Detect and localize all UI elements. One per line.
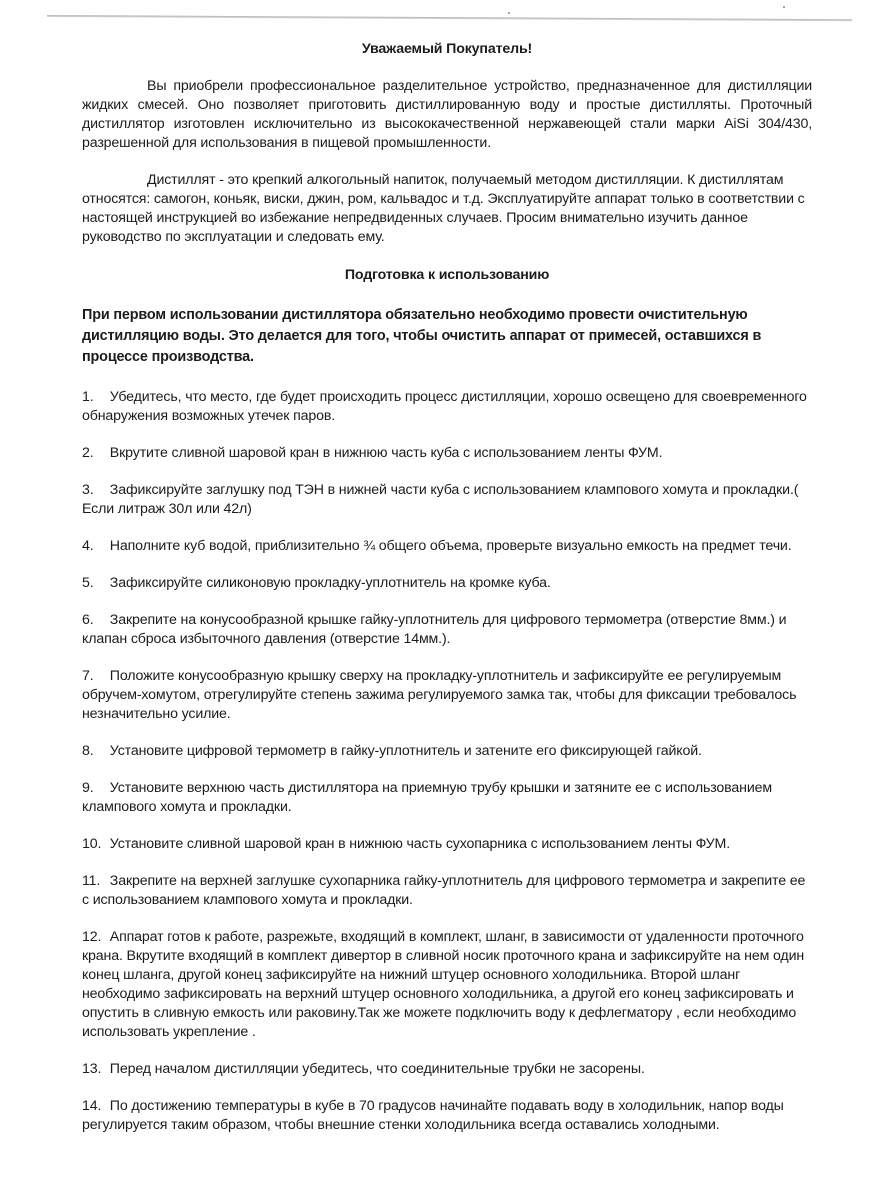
step-number: 1. xyxy=(82,389,94,405)
step-item xyxy=(82,537,812,556)
step-text: Наполните куб водой, приблизительно ¾ общего объема, проверьте визуально емкость на предмет течи. xyxy=(109,538,792,554)
step-text: Положите конусообразную крышку сверху на прокладку-уплотнитель и зафиксируйте ее регулируемым обручем-хомутом, отрегулируйте степень зажима регулируемого замка так, чтобы для фиксации требовалось незначительно усилие. xyxy=(82,668,797,722)
step-item xyxy=(82,779,812,817)
step-text: Установите сливной шаровой кран в нижнюю часть сухопарника с использованием ленты ФУМ. xyxy=(109,836,730,852)
step-number: 14. xyxy=(82,1098,102,1114)
step-text: Убедитесь, что место, где будет происходить процесс дистилляции, хорошо освещено для своевременного обнаружения возможных утечек паров. xyxy=(82,389,807,424)
step-item xyxy=(82,481,812,519)
scan-top-edge-line xyxy=(47,15,852,21)
step-item xyxy=(82,928,812,1042)
first-use-note: При первом использовании дистиллятора обязательно необходимо провести очистительную дистилляцию воды. Это делается для того, чтобы очистить аппарат от примесей, оставшихся в процессе производства. xyxy=(82,307,762,365)
step-item xyxy=(82,872,812,910)
step-number: 13. xyxy=(82,1061,102,1077)
greeting-heading: Уважаемый Покупатель! xyxy=(361,41,533,57)
step-number: 4. xyxy=(82,538,94,554)
step-text: Закрепите на конусообразной крышке гайку-уплотнитель для цифрового термометра (отверстие 8мм.) и клапан сброса избыточного давления (отверстие 14мм.). xyxy=(82,612,787,647)
section-title: Подготовка к использованию xyxy=(344,267,550,283)
step-number: 9. xyxy=(82,780,94,796)
step-text: По достижению температуры в кубе в 70 градусов начинайте подавать воду в холодильник, напор воды регулируется таким образом, чтобы внешние стенки холодильника всегда оставались холодными. xyxy=(82,1098,784,1133)
step-text: Аппарат готов к работе, разрежьте, входящий в комплект, шланг, в зависимости от удаленности проточного крана. Вкрутите входящий в комплект дивертор в сливной носик проточного крана и зафиксируйте на нем один конец шланга, другой конец зафиксируйте на нижний штуцер основного холодильника. Второй шланг необходимо зафиксировать на верхний штуцер основного холодильника, а другой его конец зафиксировать и опустить в сливную емкость или раковину.Так же можете подключить воду к дефлегматору , если необходимо использовать укрепление . xyxy=(82,929,805,1040)
step-number: 11. xyxy=(82,873,101,889)
scan-speck xyxy=(783,6,785,8)
step-number: 2. xyxy=(82,445,94,461)
step-text: Зафиксируйте заглушку под ТЭН в нижней части куба с использованием клампового хомута и прокладки.( Если литраж 30л или 42л) xyxy=(82,482,799,517)
step-text: Закрепите на верхней заглушке сухопарника гайку-уплотнитель для цифрового термометра и закрепите ее с использованием клампового хомута и прокладки. xyxy=(82,873,806,908)
step-number: 3. xyxy=(82,482,94,498)
step-number: 5. xyxy=(82,575,94,591)
step-item xyxy=(82,1097,812,1135)
scan-speck xyxy=(508,12,510,14)
step-text: Зафиксируйте силиконовую прокладку-уплотнитель на кромке куба. xyxy=(109,575,551,591)
step-item xyxy=(82,835,812,854)
step-number: 12. xyxy=(82,929,102,945)
step-item xyxy=(82,742,812,761)
step-number: 6. xyxy=(82,612,94,628)
step-number: 10. xyxy=(82,836,102,852)
step-text: Установите верхнюю часть дистиллятора на приемную трубу крышки и затяните ее с использованием клампового хомута и прокладки. xyxy=(82,780,772,815)
step-item xyxy=(82,611,812,649)
step-text: Вкрутите сливной шаровой кран в нижнюю часть куба с использованием ленты ФУМ. xyxy=(109,445,663,461)
step-text: Перед началом дистилляции убедитесь, что соединительные трубки не засорены. xyxy=(109,1061,645,1077)
step-item xyxy=(82,444,812,463)
preparation-steps-list xyxy=(82,388,812,1135)
step-text: Установите цифровой термометр в гайку-уплотнитель и затените его фиксирующей гайкой. xyxy=(109,743,702,759)
step-item xyxy=(82,1060,812,1079)
instruction-page xyxy=(82,40,812,1153)
step-number: 8. xyxy=(82,743,94,759)
step-item xyxy=(82,574,812,593)
step-number: 7. xyxy=(82,668,94,684)
intro-paragraph: Вы приобрели профессиональное разделительное устройство, предназначенное для дистилляции жидких смесей. Оно позволяет приготовить дистиллированную воду и простые дистилляты. Проточный дистиллятор изготовлен исключительно из высококачественной нержавеющей стали марки AiSi 304/430, разрешенной для использования в пищевой промышленности. xyxy=(82,78,812,151)
step-item xyxy=(82,667,812,724)
distillate-paragraph: Дистиллят - это крепкий алкогольный напиток, получаемый методом дистилляции. К дистиллятам относятся: самогон, коньяк, виски, джин, ром, кальвадос и т.д. Эксплуатируйте аппарат только в соответствии с настоящей инструкцией во избежание непредвиденных случаев. Просим внимательно изучить данное руководство по эксплуатации и следовать ему. xyxy=(82,172,805,245)
step-item xyxy=(82,388,812,426)
